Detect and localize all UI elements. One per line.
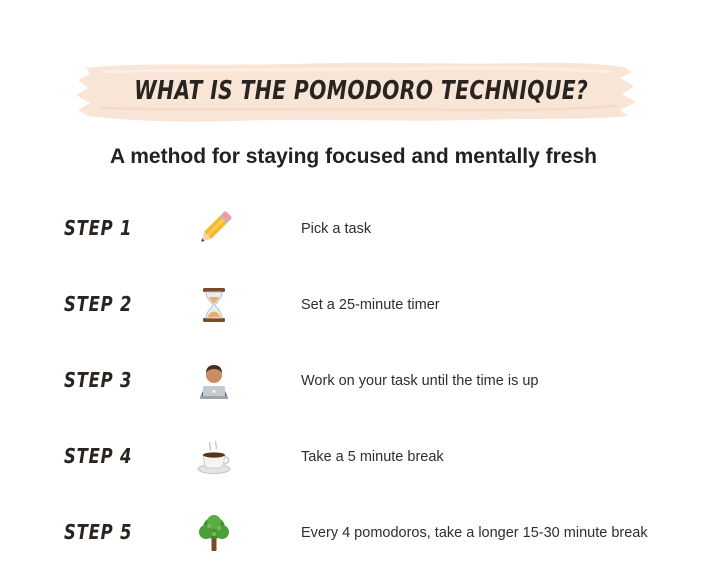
step-row-1 <box>0 200 707 260</box>
tree-icon <box>195 514 233 552</box>
page-title: WHAT IS THE POMODORO TECHNIQUE? <box>134 76 589 106</box>
step-label: STEP 3 <box>64 368 133 392</box>
step-label: STEP 4 <box>64 444 133 468</box>
step-description: Pick a task <box>301 221 372 237</box>
step-description: Set a 25-minute timer <box>301 297 440 313</box>
step-row-3 <box>0 352 707 412</box>
coffee-cup-icon <box>195 438 233 476</box>
step-row-4 <box>0 428 707 488</box>
title-banner <box>72 58 638 124</box>
step-label: STEP 1 <box>64 216 133 240</box>
step-label: STEP 5 <box>64 520 133 544</box>
step-description: Work on your task until the time is up <box>301 373 539 389</box>
hourglass-icon <box>195 286 233 324</box>
page-subtitle: A method for staying focused and mentally fresh <box>110 145 597 168</box>
step-row-5 <box>0 504 707 564</box>
person-at-laptop-icon <box>195 362 233 400</box>
step-description: Every 4 pomodoros, take a longer 15-30 minute break <box>301 525 648 541</box>
pencil-icon <box>195 210 233 248</box>
step-description: Take a 5 minute break <box>301 449 444 465</box>
step-label: STEP 2 <box>64 292 133 316</box>
step-row-2 <box>0 276 707 336</box>
